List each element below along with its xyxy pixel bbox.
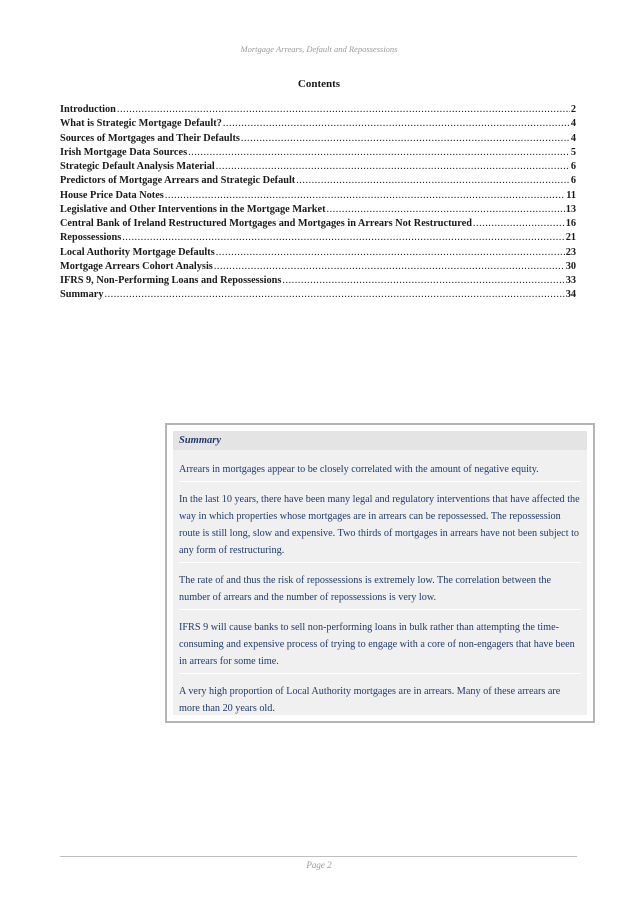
toc-leader-dots	[327, 204, 565, 215]
toc-entry-page: 21	[565, 232, 576, 244]
toc-entry[interactable]	[60, 275, 576, 289]
toc-entry-label: Legislative and Other Interventions in the Mortgage Market	[60, 203, 326, 215]
toc-entry[interactable]	[60, 232, 576, 246]
toc-entry-label: Predictors of Mortgage Arrears and Strategic Default	[60, 175, 296, 187]
toc-entry[interactable]	[60, 104, 576, 118]
toc-entry-label: Strategic Default Analysis Material	[60, 161, 215, 172]
toc-leader-dots	[188, 147, 570, 158]
toc-entry-page: 6	[570, 175, 576, 187]
toc-entry-page: 4	[570, 132, 576, 144]
toc-entry[interactable]	[60, 133, 576, 147]
summary-paragraphs	[179, 461, 581, 730]
toc-entry-page: 5	[570, 146, 576, 158]
summary-paragraph: In the last 10 years, there have been many legal and regulatory interventions that have affected the way in which properties whose mortgages are in arrears can be repossessed. The repossession route is still long, slow and expensive. Two thirds of mortgages in arrears have not been subject to any form of restructuring.	[179, 491, 581, 563]
toc-entry-label: Summary	[60, 289, 104, 301]
toc-entry[interactable]	[60, 261, 576, 275]
toc-entry-label: House Price Data Notes	[60, 189, 164, 201]
toc-entry-label: Introduction	[60, 104, 116, 115]
toc-leader-dots	[473, 218, 565, 229]
toc-entry-label: IFRS 9, Non-Performing Loans and Repossessions	[60, 275, 282, 286]
toc-entry[interactable]	[60, 204, 576, 218]
toc-leader-dots	[122, 232, 564, 243]
footer-rule	[60, 856, 577, 857]
toc-leader-dots	[241, 133, 570, 144]
toc-entry-page: 2	[570, 104, 576, 115]
toc-entry-page: 16	[565, 218, 576, 229]
toc-entry-page: 33	[565, 275, 576, 286]
toc-leader-dots	[296, 175, 570, 186]
toc-entry-page: 34	[565, 289, 576, 301]
toc-entry-label: Sources of Mortgages and Their Defaults	[60, 132, 240, 144]
toc-entry-label: Central Bank of Ireland Restructured Mortgages and Mortgages in Arrears Not Restructured	[60, 218, 472, 229]
table-of-contents	[60, 104, 576, 304]
toc-entry-label: Repossessions	[60, 232, 122, 244]
toc-entry[interactable]	[60, 289, 576, 303]
running-header: Mortgage Arrears, Default and Repossessions	[240, 44, 398, 54]
toc-entry-label: Mortgage Arrears Cohort Analysis	[60, 260, 213, 272]
toc-leader-dots	[165, 190, 565, 201]
toc-entry-label: Irish Mortgage Data Sources	[60, 146, 188, 158]
toc-entry[interactable]	[60, 147, 576, 161]
toc-leader-dots	[223, 118, 570, 129]
summary-paragraph: A very high proportion of Local Authority mortgages are in arrears. Many of these arrears are more than 20 years old.	[179, 683, 581, 721]
toc-entry[interactable]	[60, 118, 576, 132]
toc-leader-dots	[282, 275, 564, 286]
toc-entry-page: 11	[566, 189, 576, 201]
toc-entry-label: Local Authority Mortgage Defaults	[60, 246, 215, 258]
toc-leader-dots	[216, 247, 565, 258]
summary-panel	[173, 431, 587, 715]
summary-paragraph: The rate of and thus the risk of repossessions is extremely low. The correlation between the number of arrears and the number of repossessions is very low.	[179, 572, 581, 610]
summary-paragraph: IFRS 9 will cause banks to sell non-performing loans in bulk rather than attempting the time-consuming and expensive process of trying to engage with a core of non-engagers that have been in arrears for some time.	[179, 619, 581, 674]
toc-title: Contents	[297, 78, 341, 90]
toc-leader-dots	[104, 289, 564, 300]
toc-entry-page: 23	[565, 246, 576, 258]
toc-entry[interactable]	[60, 190, 576, 204]
toc-entry[interactable]	[60, 175, 576, 189]
toc-entry-page: 30	[565, 260, 576, 272]
toc-entry-page: 6	[570, 161, 576, 172]
toc-entry-page: 4	[570, 118, 576, 130]
toc-entry-label: What is Strategic Mortgage Default?	[60, 118, 222, 130]
toc-entry[interactable]	[60, 247, 576, 261]
page-number: Page 2	[306, 860, 332, 870]
summary-box	[165, 423, 595, 723]
toc-leader-dots	[216, 161, 570, 172]
summary-paragraph: Arrears in mortgages appear to be closely correlated with the amount of negative equity.	[179, 461, 581, 482]
toc-leader-dots	[214, 261, 565, 272]
toc-entry[interactable]	[60, 218, 576, 232]
toc-entry[interactable]	[60, 161, 576, 175]
summary-heading: Summary	[173, 431, 587, 450]
toc-entry-page: 13	[565, 203, 576, 215]
toc-leader-dots	[117, 104, 570, 115]
